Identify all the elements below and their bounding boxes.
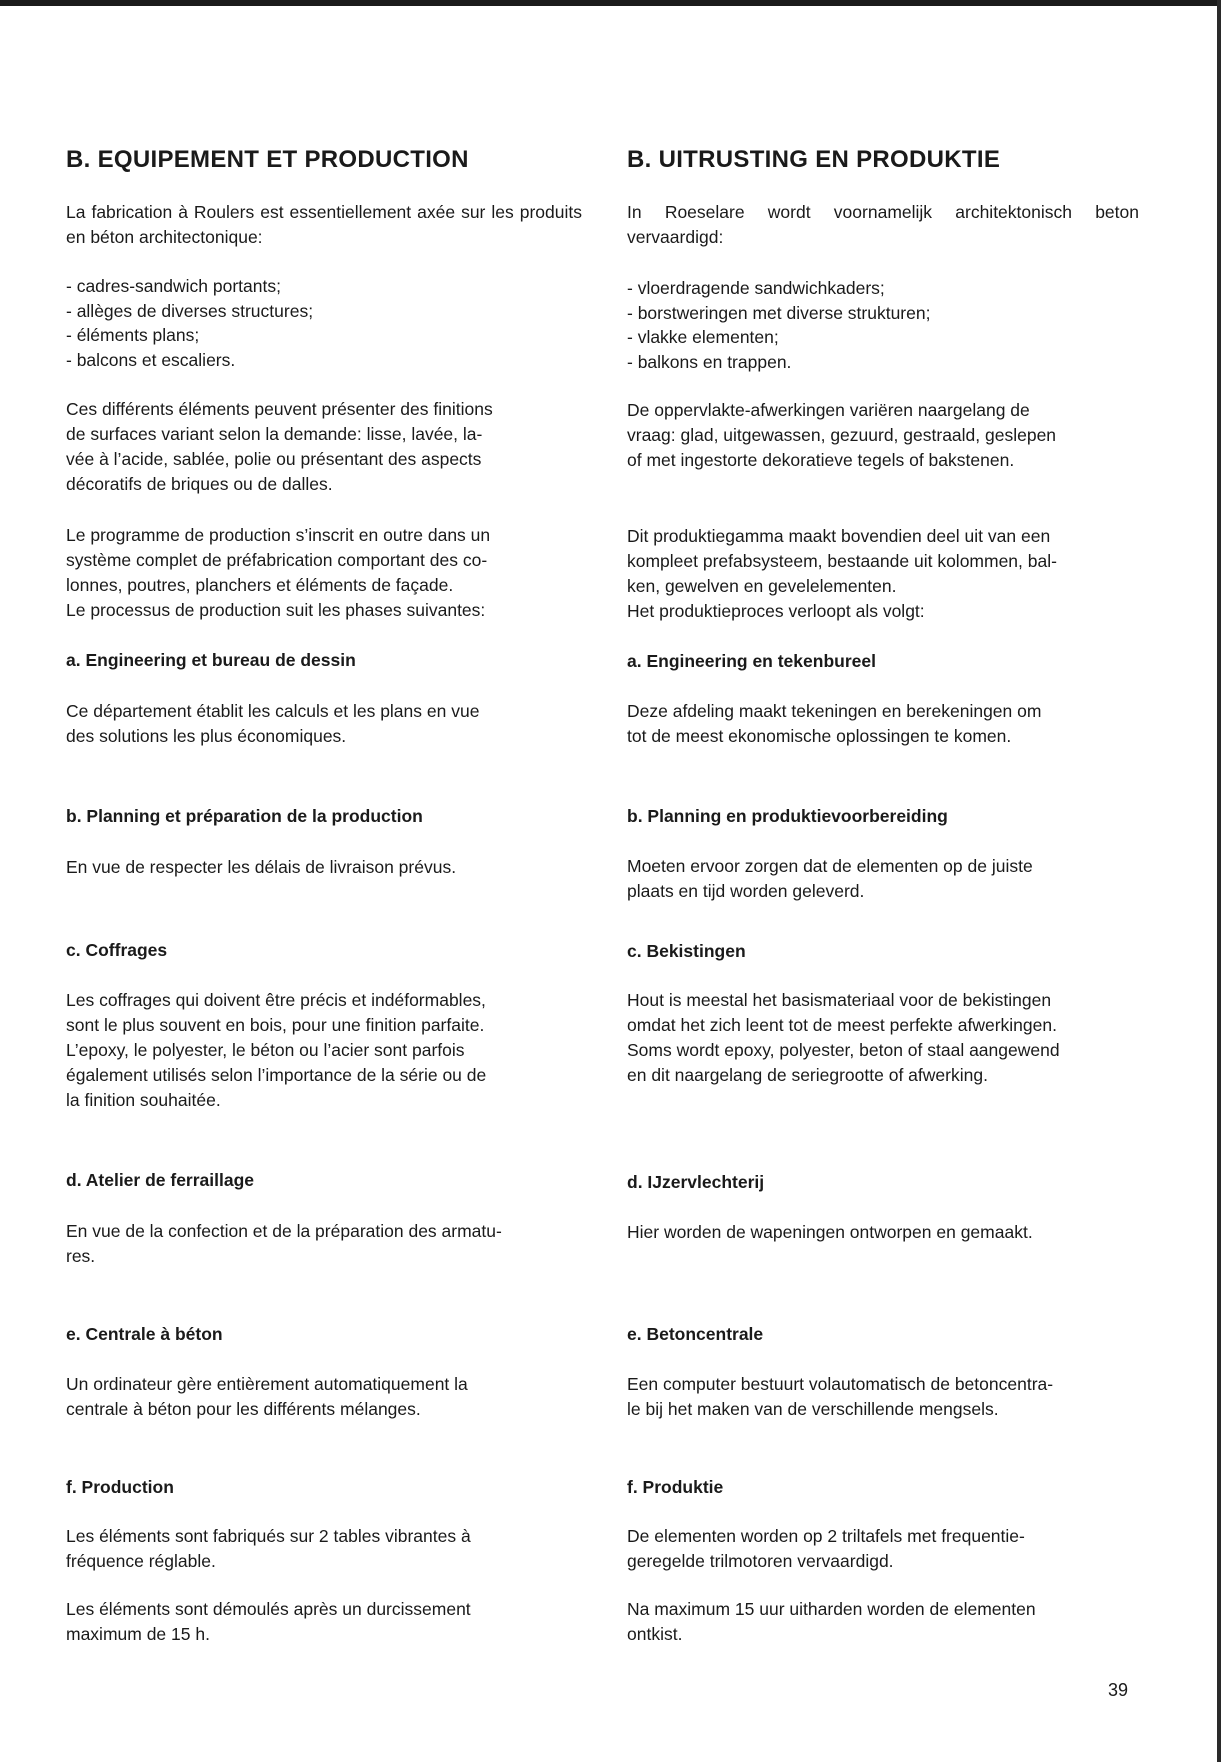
french-intro: La fabrication à Roulers est essentiellement axée sur les produits en béton architectonique:: [66, 202, 582, 247]
text-line: vée à l’acide, sablée, polie ou présentant des aspects: [66, 449, 482, 469]
text-line: Les éléments sont démoulés après un durcissement: [66, 1599, 471, 1619]
list-item: - cadres-sandwich portants;: [66, 276, 281, 296]
list-item: - allèges de diverses structures;: [66, 300, 314, 321]
french-section-d-title: d. Atelier de ferraillage: [66, 1170, 255, 1190]
dutch-programme-paragraph: [627, 524, 1057, 624]
text-line: Dit produktiegamma maakt bovendien deel uit van een: [627, 526, 1051, 546]
text-line: Le programme de production s’inscrit en outre dans un: [66, 525, 491, 545]
dutch-product-list: [627, 276, 930, 374]
top-scan-border: [0, 0, 1221, 6]
text-line: L’epoxy, le polyester, le béton ou l’acier sont parfois: [66, 1040, 465, 1060]
text-line: sont le plus souvent en bois, pour une finition parfaite.: [66, 1015, 485, 1035]
text-line: En vue de la confection et de la préparation des armatu-: [66, 1221, 502, 1241]
list-item: - vloerdragende sandwichkaders;: [627, 278, 885, 298]
dutch-section-b-title: b. Planning en produktievoorbereiding: [627, 806, 948, 826]
text-line: Na maximum 15 uur uitharden worden de elementen: [627, 1599, 1036, 1619]
text-line: res.: [66, 1246, 96, 1266]
text-line: Le processus de production suit les phases suivantes:: [66, 600, 486, 620]
text-line: Moeten ervoor zorgen dat de elementen op de juiste: [627, 856, 1033, 876]
text-line: fréquence réglable.: [66, 1551, 216, 1571]
text-line: Deze afdeling maakt tekeningen en berekeningen om: [627, 701, 1042, 721]
dutch-section-f-text: [627, 1524, 1025, 1574]
french-section-c-text: [66, 988, 486, 1113]
dutch-section-d-text: [627, 1220, 1033, 1245]
text-line: lonnes, poutres, planchers et éléments de façade.: [66, 575, 454, 595]
text-line: Un ordinateur gère entièrement automatiquement la: [66, 1374, 468, 1394]
dutch-section-d-title: d. IJzervlechterij: [627, 1172, 765, 1192]
french-programme-paragraph: [66, 523, 490, 623]
text-line: des solutions les plus économiques.: [66, 726, 347, 746]
dutch-section-a-text: [627, 699, 1041, 749]
text-line: Soms wordt epoxy, polyester, beton of staal aangewend: [627, 1040, 1060, 1060]
french-section-d-text: [66, 1219, 502, 1269]
page-number: 39: [1108, 1680, 1129, 1700]
dutch-heading: B. UITRUSTING EN PRODUKTIE: [627, 146, 1001, 173]
french-section-f-text-2: [66, 1597, 471, 1647]
text-line: Het produktieproces verloopt als volgt:: [627, 601, 925, 621]
text-line: le bij het maken van de verschillende mengsels.: [627, 1399, 999, 1419]
dutch-section-b-text: [627, 854, 1033, 904]
text-line: Hout is meestal het basismateriaal voor de bekistingen: [627, 990, 1052, 1010]
dutch-section-e-text: [627, 1372, 1053, 1422]
text-line: geregelde trilmotoren vervaardigd.: [627, 1551, 894, 1571]
french-section-f-title: f. Production: [66, 1477, 174, 1497]
list-item: - borstweringen met diverse strukturen;: [627, 302, 931, 323]
text-line: De oppervlakte-afwerkingen variëren naargelang de: [627, 400, 1030, 420]
dutch-section-e-title: e. Betoncentrale: [627, 1324, 764, 1344]
french-section-e-title: e. Centrale à béton: [66, 1324, 223, 1344]
dutch-section-f-title: f. Produktie: [627, 1477, 724, 1497]
text-line: vraag: glad, uitgewassen, gezuurd, gestraald, geslepen: [627, 425, 1057, 445]
dutch-finishes-paragraph: [627, 398, 1056, 473]
text-line: décoratifs de briques ou de dalles.: [66, 474, 333, 494]
french-product-list: [66, 274, 313, 372]
text-line: tot de meest ekonomische oplossingen te komen.: [627, 726, 1012, 746]
dutch-section-a-title: a. Engineering en tekenbureel: [627, 651, 876, 671]
text-line: en dit naargelang de seriegrootte of afwerking.: [627, 1065, 988, 1085]
text-line: la finition souhaitée.: [66, 1090, 221, 1110]
text-line: ken, gewelven en gevelelementen.: [627, 576, 897, 596]
text-line: omdat het zich leent tot de meest perfekte afwerkingen.: [627, 1015, 1057, 1035]
french-section-a-title: a. Engineering et bureau de dessin: [66, 650, 356, 670]
dutch-intro: In Roeselare wordt voornamelijk architektonisch beton vervaardigd:: [627, 202, 1139, 247]
text-line: kompleet prefabsysteem, bestaande uit kolommen, bal-: [627, 551, 1057, 571]
list-item: - éléments plans;: [66, 325, 200, 345]
text-line: centrale à béton pour les différents mélanges.: [66, 1399, 421, 1419]
list-item: - vlakke elementen;: [627, 327, 779, 347]
text-line: De elementen worden op 2 triltafels met frequentie-: [627, 1526, 1025, 1546]
french-section-c-title: c. Coffrages: [66, 940, 168, 960]
text-line: Les coffrages qui doivent être précis et indéformables,: [66, 990, 486, 1010]
french-heading: B. EQUIPEMENT ET PRODUCTION: [66, 146, 469, 173]
text-line: plaats en tijd worden geleverd.: [627, 881, 865, 901]
french-section-a-text: [66, 699, 479, 749]
text-line: En vue de respecter les délais de livraison prévus.: [66, 857, 457, 877]
dutch-section-c-title: c. Bekistingen: [627, 941, 746, 961]
text-line: de surfaces variant selon la demande: lisse, lavée, la-: [66, 424, 483, 444]
text-line: Ce département établit les calculs et les plans en vue: [66, 701, 480, 721]
french-section-e-text: [66, 1372, 468, 1422]
text-line: Les éléments sont fabriqués sur 2 tables vibrantes à: [66, 1526, 471, 1546]
list-item: - balkons en trappen.: [627, 351, 792, 372]
text-line: of met ingestorte dekoratieve tegels of bakstenen.: [627, 450, 1015, 470]
text-line: également utilisés selon l’importance de la série ou de: [66, 1065, 487, 1085]
dutch-section-c-text: [627, 988, 1060, 1088]
text-line: ontkist.: [627, 1624, 683, 1644]
text-line: Een computer bestuurt volautomatisch de betoncentra-: [627, 1374, 1054, 1394]
french-section-f-text: [66, 1524, 471, 1574]
list-item: - balcons et escaliers.: [66, 349, 236, 370]
french-section-b-text: [66, 855, 456, 880]
text-line: système complet de préfabrication comportant des co-: [66, 550, 488, 570]
text-line: Hier worden de wapeningen ontworpen en gemaakt.: [627, 1222, 1033, 1242]
french-section-b-title: b. Planning et préparation de la production: [66, 806, 423, 826]
text-line: Ces différents éléments peuvent présenter des finitions: [66, 399, 493, 419]
dutch-section-f-text-2: [627, 1597, 1036, 1647]
french-finishes-paragraph: [66, 397, 493, 497]
text-line: maximum de 15 h.: [66, 1624, 210, 1644]
right-scan-border: [1217, 0, 1221, 1762]
